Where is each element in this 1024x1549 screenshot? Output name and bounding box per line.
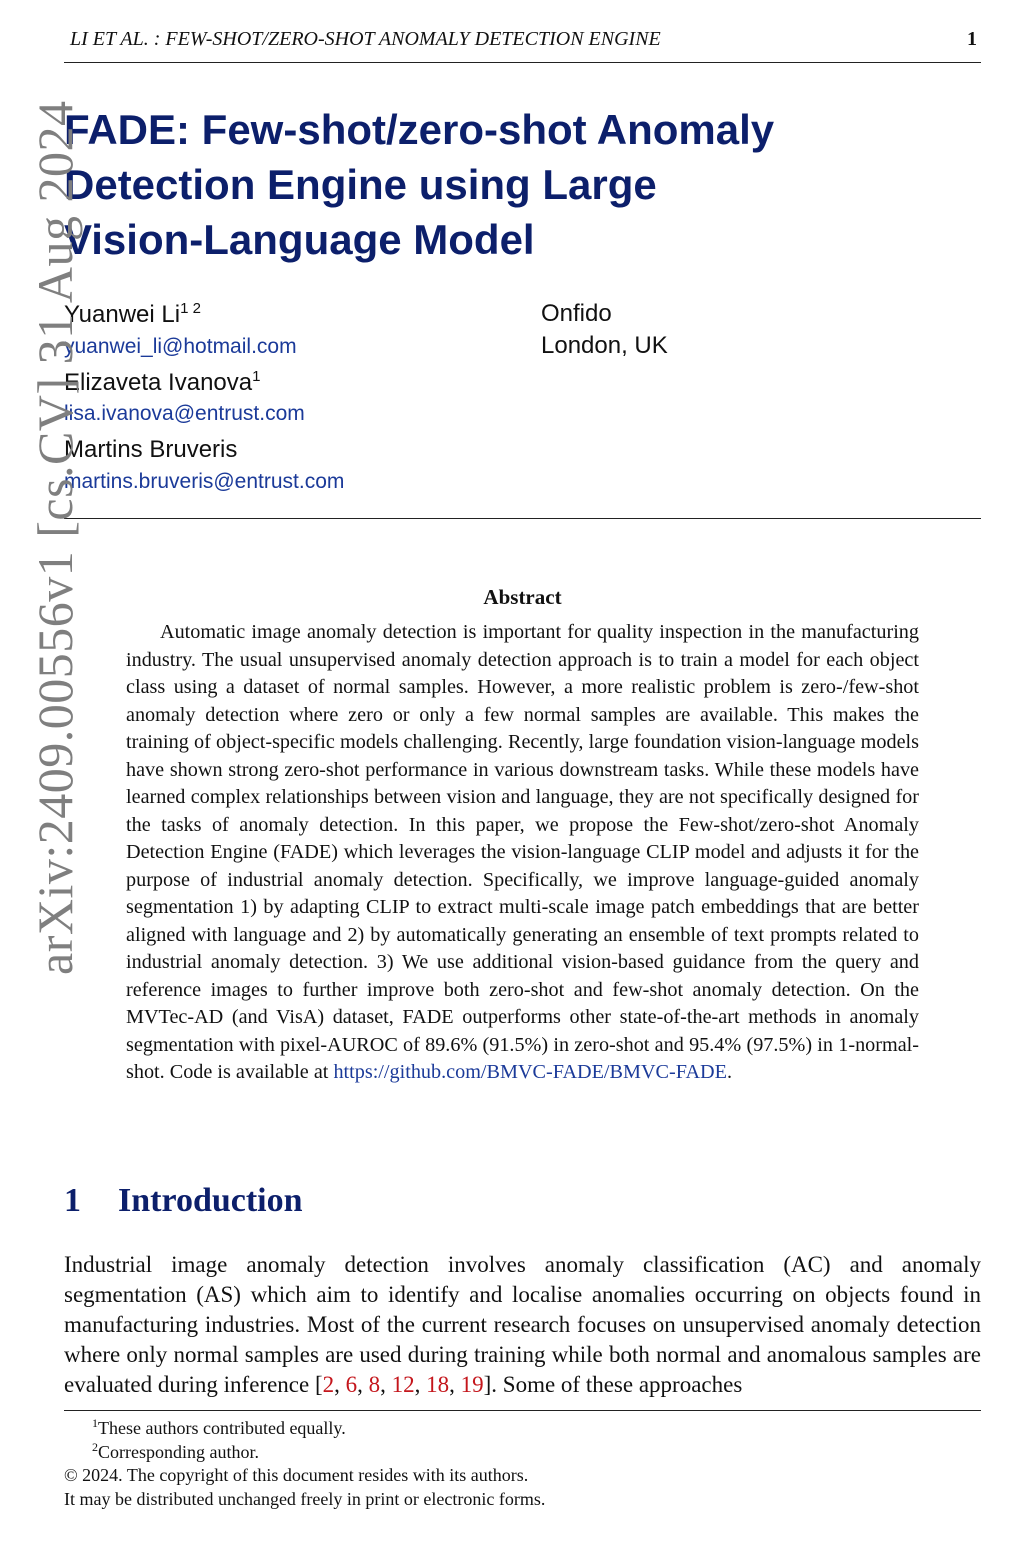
- code-link[interactable]: https://github.com/BMVC-FADE/BMVC-FADE: [333, 1061, 727, 1083]
- arxiv-stamp: arXiv:2409.00556v1 [cs.CV] 31 Aug 2024: [27, 100, 83, 975]
- section-number: 1: [64, 1182, 81, 1219]
- footnote-rule: [64, 1410, 981, 1411]
- affiliation-location: London, UK: [541, 332, 668, 359]
- footnote-1: $^1$These authors contributed equally.: [92, 1416, 346, 1438]
- title-line-1: FADE: Few-shot/zero-shot Anomaly: [64, 106, 775, 153]
- running-head-title: LI ET AL. : FEW-SHOT/ZERO-SHOT ANOMALY DETECTION ENGINE: [70, 28, 661, 50]
- author-email-2[interactable]: lisa.ivanova@entrust.com: [64, 402, 305, 425]
- intro-paragraph: Industrial image anomaly detection involves anomaly classification (AC) and anomaly segmentation (AS) which aim to identify and localise anomalies occurring on objects found in manufacturing industries. Most of the current research focuses on unsupervised anomaly detection where only normal samples are used during training while both normal and anomalous samples are evaluated during inference [2, 6, 8, 12, 18, 19]. Some of these approaches: [64, 1252, 981, 1397]
- license-notice: It may be distributed unchanged freely in print or electronic forms.: [64, 1489, 546, 1509]
- author-name-1: Yuanwei $Li^{1 2}$: [64, 300, 201, 328]
- title-line-3: Vision-Language Model: [64, 216, 535, 263]
- citation[interactable]: 19: [460, 1372, 484, 1397]
- abstract-body: Automatic image anomaly detection is important for quality inspection in the manufacturing industry. The usual unsupervised anomaly detection approach is to train a model for each object class using a dataset of normal samples. However, a more realistic problem is zero-/few-shot anomaly detection where zero or only a few normal samples are available. This makes the training of object-specific models challenging. Recently, large foundation vision-language models have shown strong zero-shot performance in various downstream tasks. While these models have learned complex relationships between vision and language, they are not specifically designed for the tasks of anomaly detection. In this paper, we propose the Few-shot/zero-shot Anomaly Detection Engine (FADE) which leverages the vision-language CLIP model and adjusts it for the purpose of industrial anomaly detection. Specifically, we improve language-guided anomaly segmentation 1) by adapting CLIP to extract multi-scale image patch embeddings that are better aligned with language and 2) by automatically generating an ensemble of text prompts related to industrial anomaly detection. 3) We use additional vision-based guidance from the query and reference images to further improve both zero-shot and few-shot anomaly detection. On the MVTec-AD (and VisA) dataset, FADE outperforms other state-of-the-art methods in anomaly segmentation with pixel-AUROC of 89.6% (91.5%) in zero-shot and 95.4% (97.5%) in 1-normal-shot. Code is available at https://github.com/BMVC-FADE/BMVC-FADE.: [126, 621, 919, 1083]
- author-name-2: Elizaveta Ivanova$^1$: [64, 368, 261, 396]
- citation[interactable]: 8: [368, 1372, 381, 1397]
- abstract-heading: Abstract: [483, 585, 562, 609]
- section-title: Introduction: [118, 1182, 303, 1219]
- citation[interactable]: 6: [345, 1372, 358, 1397]
- copyright-notice: © 2024. The copyright of this document resides with its authors.: [64, 1465, 529, 1485]
- title-line-2: Detection Engine using Large: [64, 161, 657, 208]
- citation[interactable]: 12: [391, 1372, 415, 1397]
- author-email-3[interactable]: martins.bruveris@entrust.com: [64, 470, 345, 493]
- intro-text: Industrial image anomaly detection involves anomaly classification (AC) and anomaly segmentation (AS) which aim to identify and localise anomalies occurring on objects found in manufacturing industries. Most of the current research focuses on unsupervised anomaly detection where only normal samples are used during training while both normal and anomalous samples are evaluated during inference [: [64, 1252, 981, 1397]
- running-head: [64, 28, 981, 54]
- citation[interactable]: 2: [322, 1372, 335, 1397]
- abstract-text: Automatic image anomaly detection is important for quality inspection in the manufacturing industry. The usual unsupervised anomaly detection approach is to train a model for each object class using a dataset of normal samples. However, a more realistic problem is zero-/few-shot anomaly detection where zero or only a few normal samples are available. This makes the training of object-specific models challenging. Recently, large foundation vision-language models have shown strong zero-shot performance in various downstream tasks. While these models have learned complex relationships between vision and language, they are not specifically designed for the tasks of anomaly detection. In this paper, we propose the Few-shot/zero-shot Anomaly Detection Engine (FADE) which leverages the vision-language CLIP model and adjusts it for the purpose of industrial anomaly detection. Specifically, we improve language-guided anomaly segmentation 1) by adapting CLIP to extract multi-scale image patch embeddings that are better aligned with language and 2) by automatically generating an ensemble of text prompts related to industrial anomaly detection. 3) We use additional vision-based guidance from the query and reference images to further improve both zero-shot and few-shot anomaly detection. On the MVTec-AD (and VisA) dataset, FADE outperforms other state-of-the-art methods in anomaly segmentation with pixel-AUROC of 89.6% (91.5%) in zero-shot and 95.4% (97.5%) in 1-normal-shot. Code is available at: [126, 621, 919, 1083]
- affiliation-org: Onfido: [541, 300, 612, 327]
- page-number: 1: [967, 28, 977, 50]
- footnote-2: $^2$Corresponding author.: [92, 1440, 259, 1462]
- author-email-1[interactable]: yuanwei_li@hotmail.com: [64, 335, 297, 358]
- author-name-3: Martins Bruveris: [64, 436, 238, 463]
- author-2-marks: 1: [252, 368, 261, 385]
- authors-rule: [64, 518, 981, 519]
- header-rule: [64, 62, 981, 63]
- paper-title: [64, 102, 924, 267]
- citation[interactable]: 18: [426, 1372, 450, 1397]
- section-heading: [64, 1182, 303, 1220]
- author-1-marks: 1 2: [180, 300, 201, 317]
